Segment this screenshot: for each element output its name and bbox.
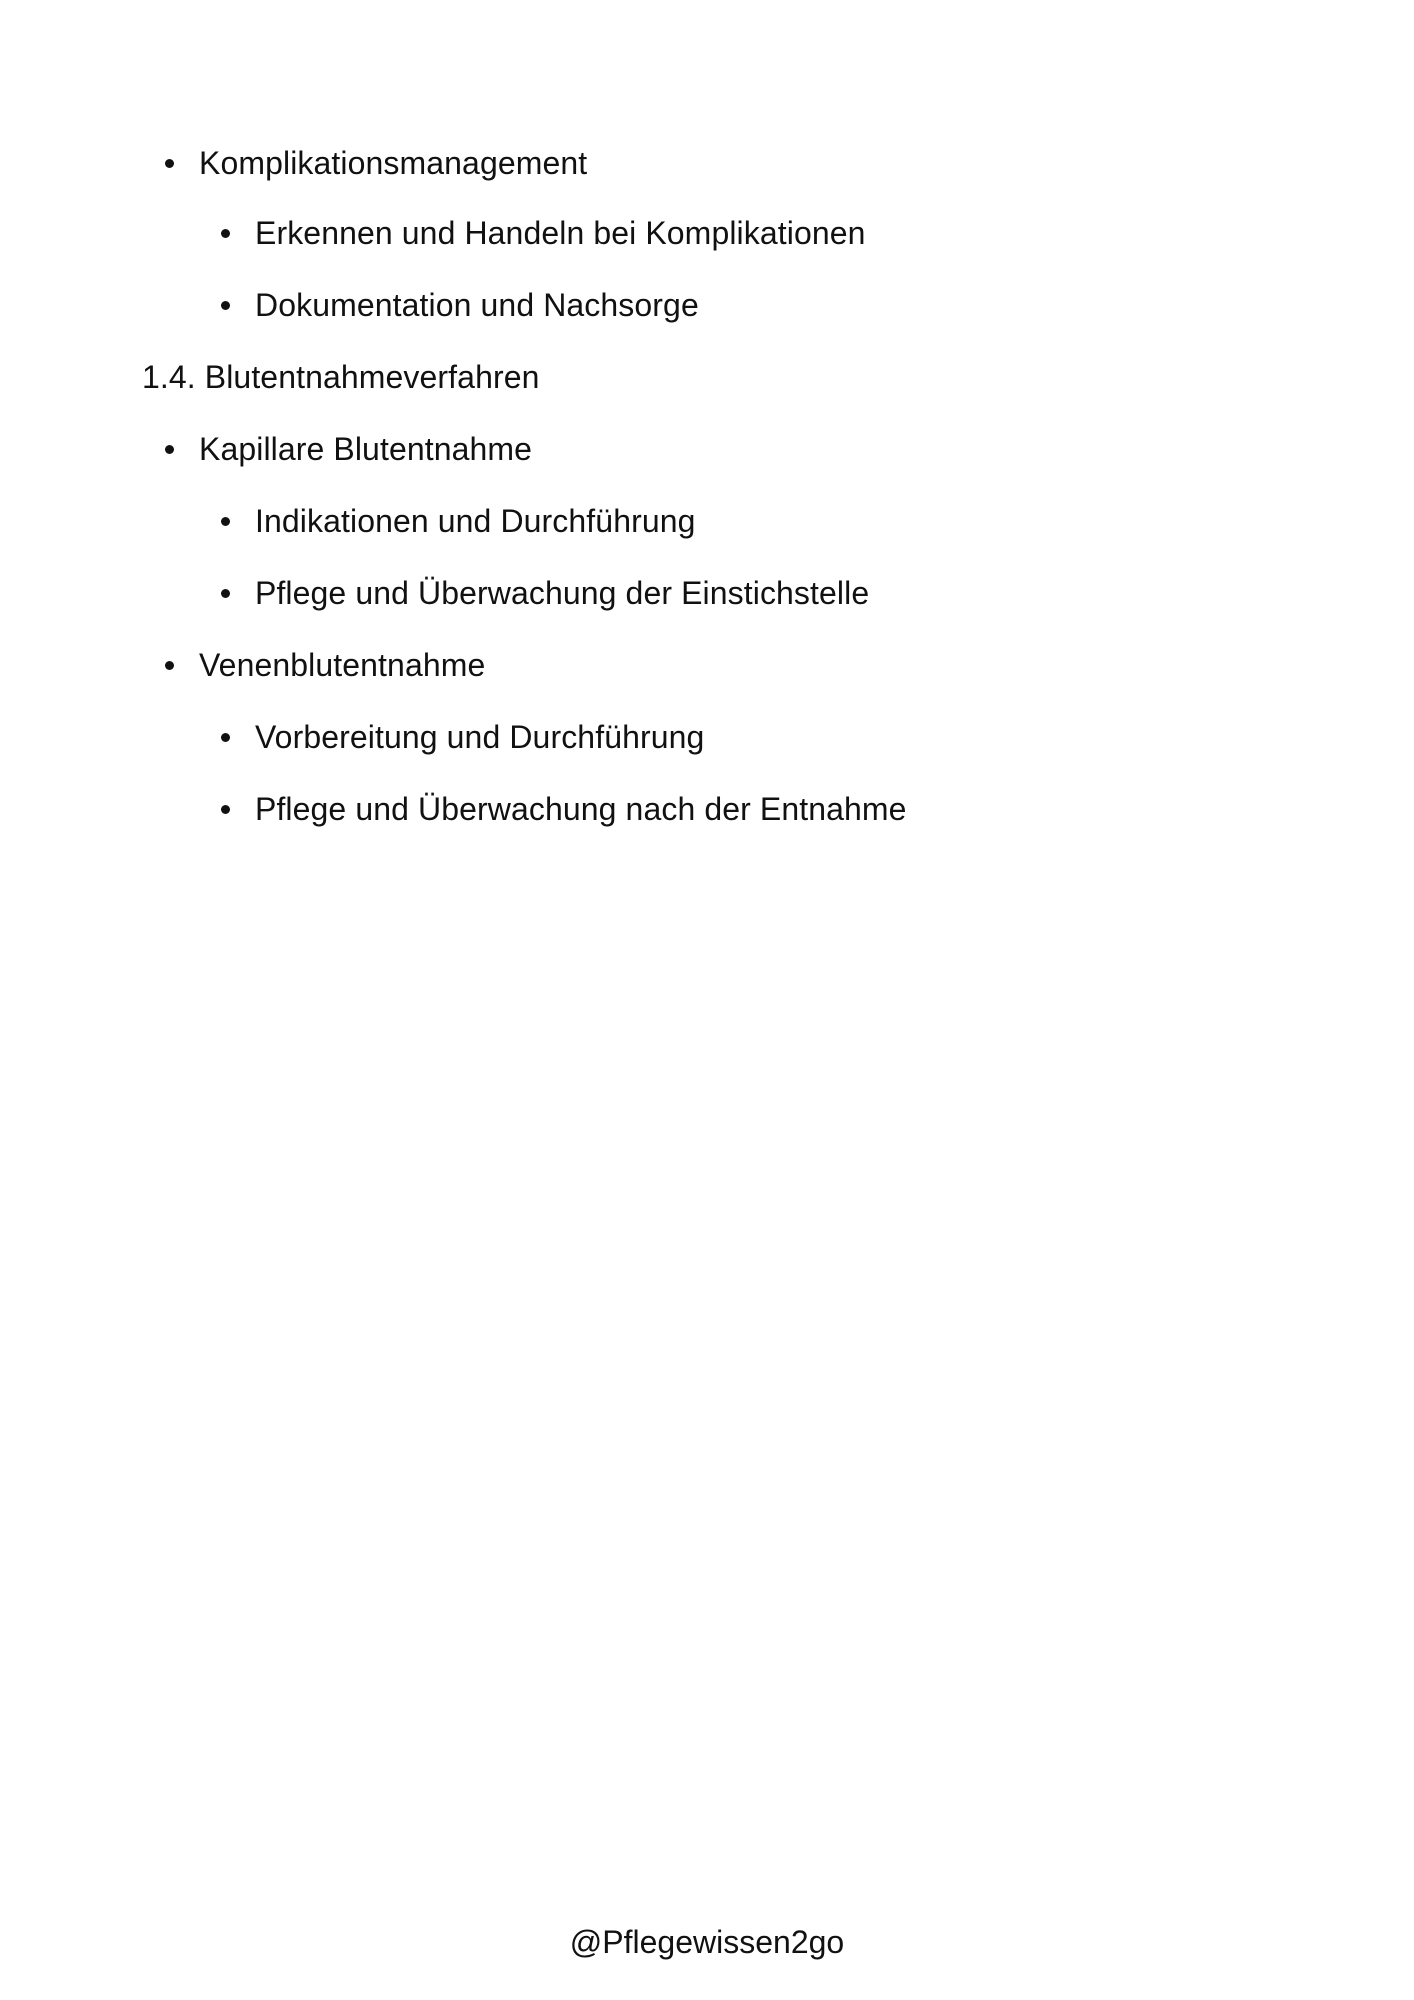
bullet-icon — [221, 229, 230, 238]
list-item-level-2: Pflege und Überwachung der Einstichstelle — [255, 575, 870, 611]
bullet-icon — [221, 517, 230, 526]
list-item-level-2: Pflege und Überwachung nach der Entnahme — [255, 791, 907, 827]
list-item-level-2: Erkennen und Handeln bei Komplikationen — [255, 215, 866, 251]
footer-handle: @Pflegewissen2go — [569, 1924, 845, 1960]
section-heading: 1.4. Blutentnahmeverfahren — [142, 359, 540, 395]
bullet-icon — [221, 301, 230, 310]
bullet-icon — [165, 159, 174, 168]
bullet-icon — [165, 445, 174, 454]
list-item-level-2: Dokumentation und Nachsorge — [255, 287, 699, 323]
list-item-level-1: Komplikationsmanagement — [199, 145, 588, 181]
bullet-icon — [221, 589, 230, 598]
list-item-level-2: Indikationen und Durchführung — [255, 503, 696, 539]
bullet-icon — [221, 805, 230, 814]
list-item-level-1: Venenblutentnahme — [199, 647, 486, 683]
list-item-level-2: Vorbereitung und Durchführung — [255, 719, 705, 755]
bullet-icon — [165, 661, 174, 670]
bullet-icon — [221, 733, 230, 742]
list-item-level-1: Kapillare Blutentnahme — [199, 431, 533, 467]
